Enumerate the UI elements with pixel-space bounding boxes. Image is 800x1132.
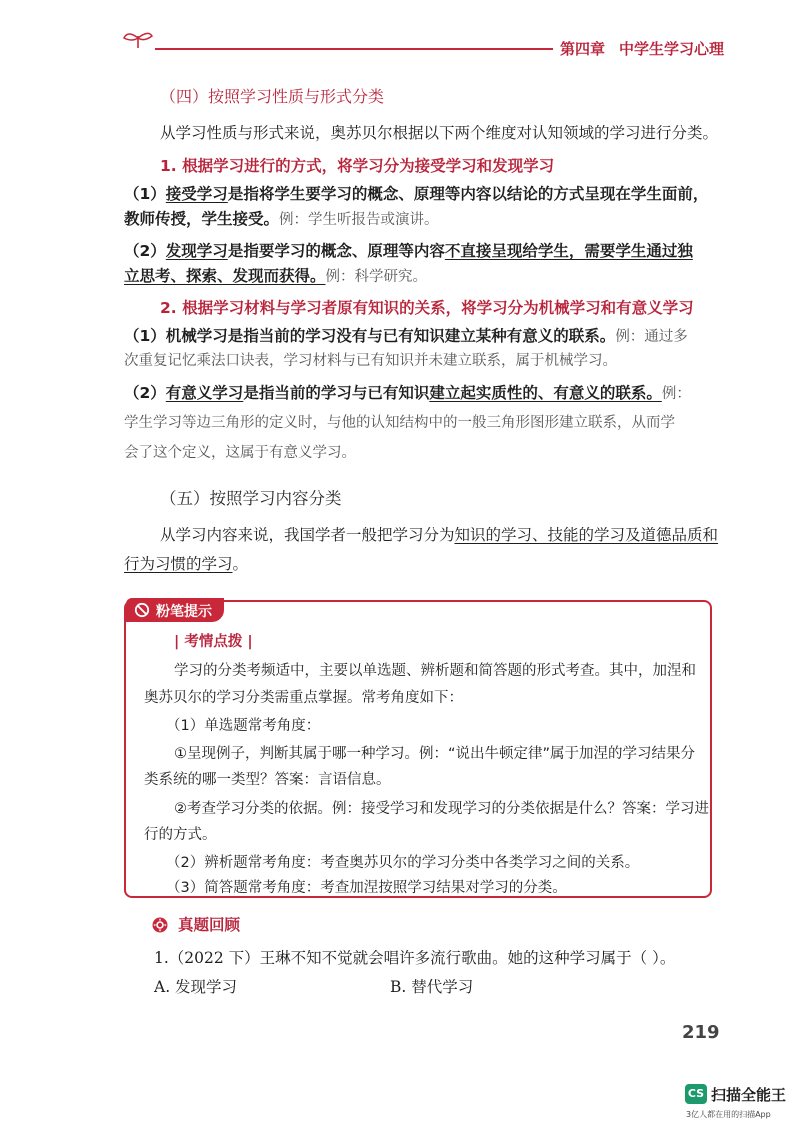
- sub1-item1-example: 例：学生听报告或演讲。: [279, 212, 439, 228]
- sub2-item1-line2: 次重复记忆乘法口诀表，学习材料与已有知识并未建立联系，属于机械学习。: [124, 353, 617, 369]
- sub1-item1-term: 接受学习: [165, 185, 228, 203]
- sub1-item2-line2: [124, 265, 427, 288]
- sub2-item2-rest1: 是指当前的学习与已有知识: [243, 384, 430, 402]
- tips-q1-a-line1: ①呈现例子，判断其属于哪一种学习。例：“说出牛顿定律”属于加涅的学习结果分: [174, 746, 696, 762]
- header-rule: [155, 48, 553, 50]
- sub2-item2-line2: 学生学习等边三角形的定义时，与他的认知结构中的一般三角形图形建立联系，从而学: [124, 415, 675, 431]
- tips-tab-label: 粉笔提示: [156, 604, 212, 620]
- sub1-item1-line2: [124, 208, 439, 231]
- tips-subheading: | 考情点拨 |: [174, 634, 253, 650]
- sub1-item1-line1: [124, 183, 708, 205]
- tips-p1: 学习的分类考频适中，主要以单选题、辨析题和简答题的形式考查。其中，加涅和: [174, 663, 696, 679]
- gear-icon: [151, 916, 169, 934]
- sub2-title: 2. 根据学习材料与学习者原有知识的关系，将学习分为机械学习和有意义学习: [160, 299, 694, 317]
- tips-q1-b-line1: ②考查学习分类的依据。例：接受学习和发现学习的分类依据是什么？答案：学习进: [174, 801, 709, 817]
- sub2-item2-term: 有意义学习: [165, 384, 244, 402]
- review-question: 1.（2022 下）王琳不知不觉就会唱许多流行歌曲。她的这种学习属于（ ）。: [154, 949, 676, 967]
- sub2-item2-example-start: 例：: [661, 386, 691, 402]
- review-option-a: A. 发现学习: [154, 978, 238, 996]
- review-title: 真题回顾: [178, 916, 241, 934]
- sub1-item1-prefix: （1）: [124, 185, 166, 203]
- sub1-title: 1. 根据学习进行的方式，将学习分为接受学习和发现学习: [160, 157, 555, 175]
- section4-intro: 从学习性质与形式来说，奥苏贝尔根据以下两个维度对认知领域的学习进行分类。: [160, 124, 719, 142]
- scanner-logo-icon: CS: [685, 1084, 707, 1104]
- sub1-item2-example: 例：科学研究。: [325, 269, 428, 285]
- chapter-title: 中学生学习心理: [619, 40, 725, 58]
- sub2-item1-bold: 机械学习是指当前的学习没有与已有知识建立某种有意义的联系。: [165, 327, 616, 345]
- sub2-item2-prefix: （2）: [124, 384, 166, 402]
- sub1-item2-rest1: 是指要学习的概念、原理等内容: [227, 242, 445, 260]
- sub2-item1-prefix: （1）: [124, 327, 166, 345]
- sub1-item2-prefix: （2）: [124, 242, 166, 260]
- tips-q1-b-line2: 行的方式。: [144, 827, 217, 843]
- tips-q1-a-line2: 类系统的哪一类型？答案：言语信息。: [144, 772, 391, 788]
- section4-heading: （四）按照学习性质与形式分类: [160, 87, 385, 106]
- sub1-item2-line1: [124, 240, 693, 262]
- tips-tab: [126, 598, 224, 622]
- tips-q3: （3）简答题常考角度：考查加涅按照学习结果对学习的分类。: [166, 880, 567, 896]
- section5-line1-a: 从学习内容来说，我国学者一般把学习分为: [160, 526, 455, 544]
- page-number: 219: [682, 1022, 720, 1043]
- sub2-item1-line1: [124, 325, 688, 348]
- section5-heading: （五）按照学习内容分类: [160, 489, 342, 508]
- sub1-item2-line2-text: 立思考、探索、发现而获得。: [124, 267, 326, 285]
- review-option-b: B. 替代学习: [390, 978, 474, 996]
- scanner-app-name: 扫描全能王: [711, 1086, 787, 1104]
- no-sign-icon: [134, 602, 150, 618]
- tips-q1-title: （1）单选题常考角度：: [166, 718, 321, 734]
- sub1-item1-rest: 是指将学生要学习的概念、原理等内容以结论的方式呈现在学生面前，: [227, 185, 709, 203]
- sub2-item2-rest2: 建立起实质性的、有意义的联系。: [429, 384, 662, 402]
- tips-q2: （2）辨析题常考角度：考查奥苏贝尔的学习分类中各类学习之间的关系。: [166, 855, 640, 871]
- sub1-item2-term: 发现学习: [165, 242, 228, 260]
- section5-line2-text: 行为习惯的学习: [124, 555, 233, 573]
- section5-line2-end: 。: [232, 555, 249, 573]
- section5-line2: [124, 553, 248, 575]
- chapter-label: [560, 38, 724, 59]
- chapter-number: 第四章: [560, 40, 606, 58]
- scanner-app-tagline: 3亿人都在用的扫描App: [686, 1110, 771, 1119]
- section5-line1: [160, 524, 718, 546]
- sub2-item2-line3: 会了这个定义，这属于有意义学习。: [124, 445, 356, 461]
- sprout-icon: [122, 28, 154, 50]
- tips-p2: 奥苏贝尔的学习分类需重点掌握。常考角度如下：: [144, 690, 463, 706]
- section5-line1-b: 知识的学习、技能的学习及道德品质和: [454, 526, 719, 544]
- page-header: [0, 0, 800, 70]
- sub1-item1-line2-text: 教师传授，学生接受。: [124, 210, 280, 228]
- sub1-item2-rest2: 不直接呈现给学生，需要学生通过独: [444, 242, 693, 260]
- sub2-item1-example-start: 例：通过多: [615, 329, 688, 345]
- sub2-item2-line1: [124, 382, 691, 405]
